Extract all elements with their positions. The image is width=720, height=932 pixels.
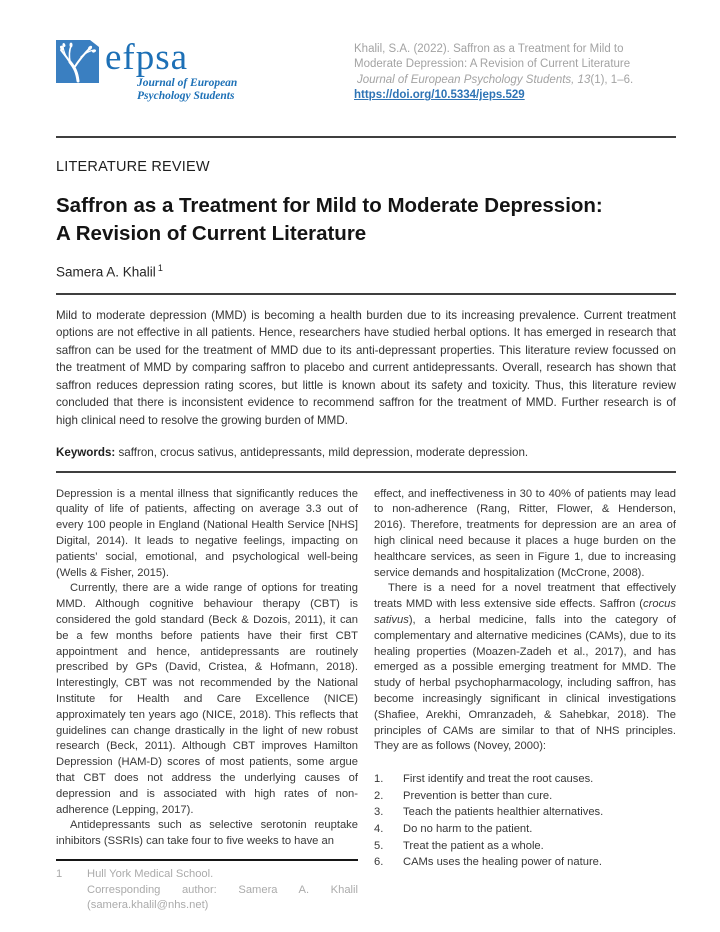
footnote	[56, 859, 358, 914]
citation-journal-rest: (1), 1–6.	[590, 73, 634, 86]
article-title	[56, 192, 676, 248]
list-item-number: 2.	[374, 789, 384, 802]
citation-line2: Moderate Depression: A Revision of Current Literature	[354, 58, 631, 71]
footnote-corresponding-author: Corresponding author: Samera A. Khalil (samera.khalil@nhs.net)	[87, 883, 358, 912]
body-paragraph: effect, and ineffectiveness in 30 to 40% of patients may lead to non-adherence (Rang, Ritter, Flower, & Henderson, 2016). Therefore, treatments for depression are an area of high clinical need because it places a huge burden on the healthcare services, as seen in Figure 1, due to increasing service demands and hospitalization (McCrone, 2008).	[374, 487, 676, 579]
list-item-number: 1.	[374, 773, 384, 786]
right-column	[374, 487, 676, 914]
article-title-line1: Saffron as a Treatment for Mild to Moderate Depression:	[56, 194, 603, 217]
footnote-text	[87, 867, 358, 914]
abstract-text: Mild to moderate depression (MMD) is becoming a health burden due to its increasing prevalence. Current treatment options are not effective in all patients. Hence, researchers have studied herbal options. It has emerged in research that saffron can be used for the treatment of MMD due to its anti-depressant properties. This literature review focussed on the treatment of MMD by comparing saffron to placebo and current antidepressants. Overall, research has shown that saffron reduces depression rating scores, but little is known about its safety and toxicity. Thus, this literature review concluded that there is inconsistent evidence to recommend saffron for the treatment of MMD. Further research is of high clinical need to resolve the growing burden of MMD.	[56, 308, 676, 428]
list-item-number: 5.	[374, 839, 384, 852]
list-item	[374, 854, 676, 871]
list-item	[374, 838, 676, 855]
journal-logo	[56, 37, 238, 102]
paragraph-segment: ), a herbal medicine, falls into the category of complementary and alternative medicines (CAMs), due to its healing properties (Moazen-Zadeh et al., 2017), and has emerged as a possible emerging treatment for MMD. The study of herbal psychopharmacology, including saffron, has become increasingly significant in clinical investigations (Shafiee, Arekhi, Omranzadeh, & Sahebkar, 2018). The principles of CAMs are similar to that of NHS principles. They are as follows (Novey, 2000):	[374, 614, 676, 753]
logo-tagline	[137, 77, 237, 102]
header-divider	[56, 136, 676, 138]
list-item	[374, 788, 676, 805]
body-paragraph: Currently, there are a wide range of options for treating MMD. Although cognitive behaviour therapy (CBT) is considered the gold standard (Beck & Dozois, 2011), it can be a few months before patients have their first CBT appointment and hence, antidepressants are routinely prescribed by GPs (David, Cristea, & Hofmann, 2018). Interestingly, CBT was not recommended by the National Institute for Health and Care Excellence (NICE) approximately ten years ago (NICE, 2018). This reflects that guidelines can change drastically in the light of new robust research (Beck, 2011). Although CBT improves Hamilton Depression (HAM-D) scores of most patients, some argue that CBT does not address the underlying causes of depression and is associated with high rates of non-adherence (Lepping, 2017).	[56, 582, 358, 816]
body-paragraph: Antidepressants such as selective serotonin reuptake inhibitors (SSRIs) can take four to five weeks to have an	[56, 819, 358, 848]
paragraph-segment: There is a need for a novel treatment that effectively treats MMD with less extensive side effects. Saffron (	[374, 582, 676, 611]
list-item	[374, 771, 676, 788]
section-label: LITERATURE REVIEW	[56, 159, 210, 175]
doi-link[interactable]: https://doi.org/10.5334/jeps.529	[354, 89, 525, 102]
list-item-number: 4.	[374, 822, 384, 835]
citation-line1: Khalil, S.A. (2022). Saffron as a Treatment for Mild to	[354, 43, 624, 55]
efpsa-tree-icon	[56, 40, 99, 83]
keywords-divider	[56, 471, 676, 473]
citation-journal-italic: Journal of European Psychology Students, 13	[357, 73, 591, 86]
body-columns	[56, 487, 676, 914]
cam-principles-list	[374, 771, 676, 871]
latin-name-italic: crocus sativus	[374, 598, 676, 627]
logo-tagline-line2: Psychology Students	[137, 89, 235, 102]
list-item-text: First identify and treat the root causes.	[403, 773, 594, 786]
logo-tagline-line1: Journal of European	[137, 77, 238, 89]
citation-journal-line	[354, 73, 676, 88]
list-item-number: 6.	[374, 856, 384, 869]
list-item	[374, 804, 676, 821]
footnote-number: 1	[56, 867, 63, 880]
author-affiliation-superscript: 1	[157, 263, 163, 273]
author-divider	[56, 293, 676, 295]
logo-text	[105, 37, 238, 102]
article-title-line2: A Revision of Current Literature	[56, 222, 367, 245]
left-column	[56, 487, 358, 914]
author-name: Samera A. Khalil	[56, 264, 156, 280]
list-item-text: Teach the patients healthier alternatives.	[403, 806, 604, 819]
logo-acronym: efpsa	[105, 37, 189, 78]
list-item-number: 3.	[374, 806, 384, 819]
list-item-text: CAMs uses the healing power of nature.	[403, 856, 602, 869]
list-item	[374, 821, 676, 838]
body-paragraph: Depression is a mental illness that significantly reduces the quality of life of patients, affecting on average 3.3 out of every 100 people in England (National Health Service [NHS] Digital, 2014). It leads to negative feelings, impacting on patients’ social, emotional, and psychological well-being (Wells & Fisher, 2015).	[56, 487, 358, 579]
citation-block	[354, 40, 676, 104]
keywords-line	[56, 446, 676, 459]
list-item-text: Prevention is better than cure.	[403, 789, 553, 802]
keywords-label: Keywords:	[56, 445, 116, 459]
list-item-text: Do no harm to the patient.	[403, 822, 533, 835]
author-line	[56, 263, 676, 280]
footnote-affiliation: Hull York Medical School.	[87, 867, 214, 880]
keywords-text: saffron, crocus sativus, antidepressants, mild depression, moderate depression.	[115, 445, 529, 459]
page-header	[56, 37, 676, 120]
body-paragraph	[374, 581, 676, 755]
list-item-text: Treat the patient as a whole.	[403, 839, 544, 852]
